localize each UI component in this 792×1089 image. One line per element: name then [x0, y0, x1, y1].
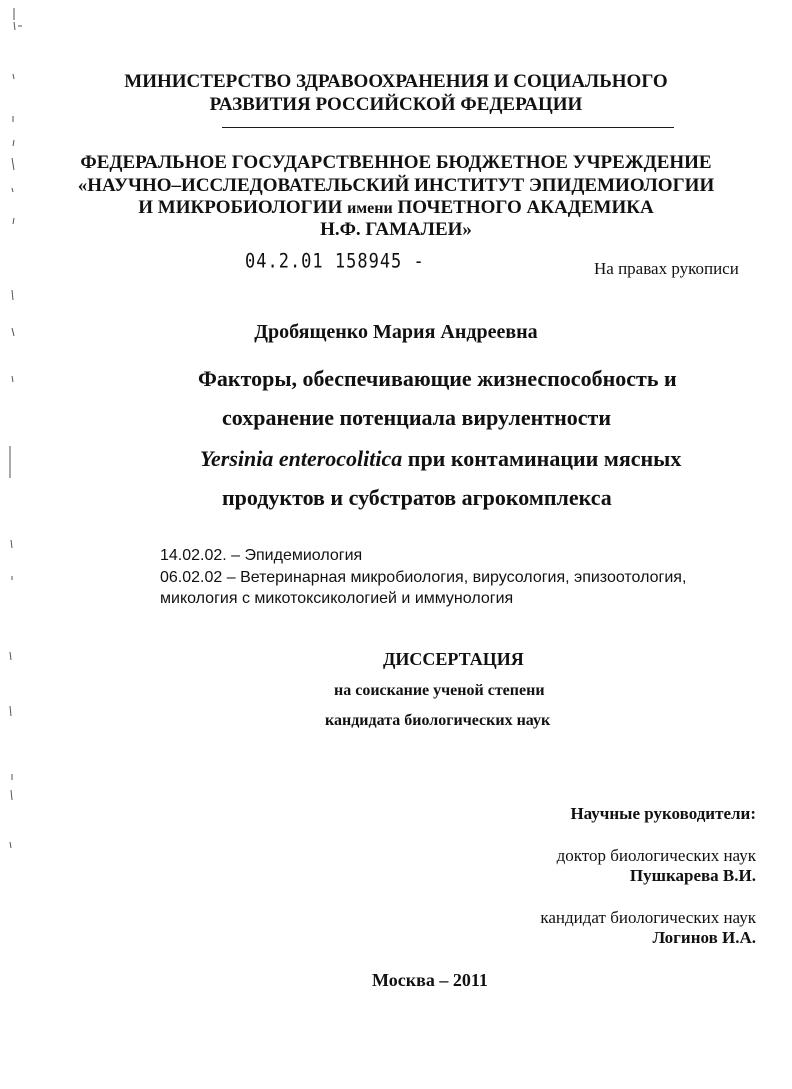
- ministry-name-line2: РАЗВИТИЯ РОССИЙСКОЙ ФЕДЕРАЦИИ: [209, 94, 583, 115]
- degree-line1: на соискание ученой степени: [334, 682, 545, 699]
- institution-name-part: ПОЧЕТНОГО АКАДЕМИКА: [392, 197, 654, 218]
- margin-mark: [11, 790, 12, 800]
- degree-line2: кандидата биологических наук: [325, 712, 551, 729]
- supervisor-2-degree: кандидат биологических наук: [540, 908, 756, 927]
- document-type-heading: ДИССЕРТАЦИЯ: [383, 649, 524, 669]
- margin-mark: [10, 652, 11, 660]
- author-name: Дробященко Мария Андреевна: [254, 321, 538, 343]
- place-and-year: Москва – 2011: [372, 970, 488, 990]
- supervisors-heading: Научные руководители:: [570, 804, 756, 823]
- institution-name-line3: [0, 197, 792, 220]
- supervisor-2-name: Логинов И.А.: [652, 928, 756, 947]
- margin-mark: [14, 8, 15, 30]
- thesis-title-line4: продуктов и субстратов агрокомплекса: [222, 485, 612, 510]
- manuscript-rights-note: На правах рукописи: [594, 259, 739, 278]
- thesis-title-line2: сохранение потенциала вирулентности: [222, 405, 611, 430]
- supervisor-1-degree: доктор биологических наук: [556, 846, 756, 865]
- institution-name-line4: Н.Ф. ГАМАЛЕИ»: [320, 219, 472, 240]
- specialty-code-1: 14.02.02. – Эпидемиология: [160, 547, 363, 564]
- institution-name-line1: ФЕДЕРАЛЬНОЕ ГОСУДАРСТВЕННОЕ БЮДЖЕТНОЕ УЧРЕЖДЕНИЕ: [80, 152, 712, 173]
- supervisor-1-name: Пушкарева В.И.: [629, 866, 756, 885]
- institution-name-part: И МИКРОБИОЛОГИИ: [138, 197, 348, 218]
- header-divider: [222, 127, 674, 128]
- thesis-title-line3: [200, 446, 681, 472]
- specialty-code-2-continued: микология с микотоксикологией и иммунология: [160, 590, 514, 607]
- thesis-title-line1: Факторы, обеспечивающие жизнеспособность и: [198, 366, 677, 391]
- margin-mark: [10, 706, 11, 716]
- species-name: Yersinia enterocolitica: [200, 446, 403, 471]
- margin-mark: [12, 376, 13, 382]
- registration-stamp: 04.2.01 158945 -: [245, 250, 425, 273]
- margin-mark: [11, 540, 12, 548]
- institution-name-line2: «НАУЧНО–ИССЛЕДОВАТЕЛЬСКИЙ ИНСТИТУТ ЭПИДЕМИОЛОГИИ: [77, 175, 715, 196]
- margin-mark: [13, 140, 14, 146]
- thesis-title-text: при контаминации мясных: [402, 446, 682, 471]
- margin-mark: [10, 842, 11, 848]
- specialty-code-2: 06.02.02 – Ветеринарная микробиология, вирусология, эпизоотология,: [160, 569, 687, 586]
- margin-mark: [12, 290, 13, 300]
- ministry-name-line1: МИНИСТЕРСТВО ЗДРАВООХРАНЕНИЯ И СОЦИАЛЬНОГО: [124, 71, 668, 92]
- institution-name-part: имени: [347, 200, 393, 217]
